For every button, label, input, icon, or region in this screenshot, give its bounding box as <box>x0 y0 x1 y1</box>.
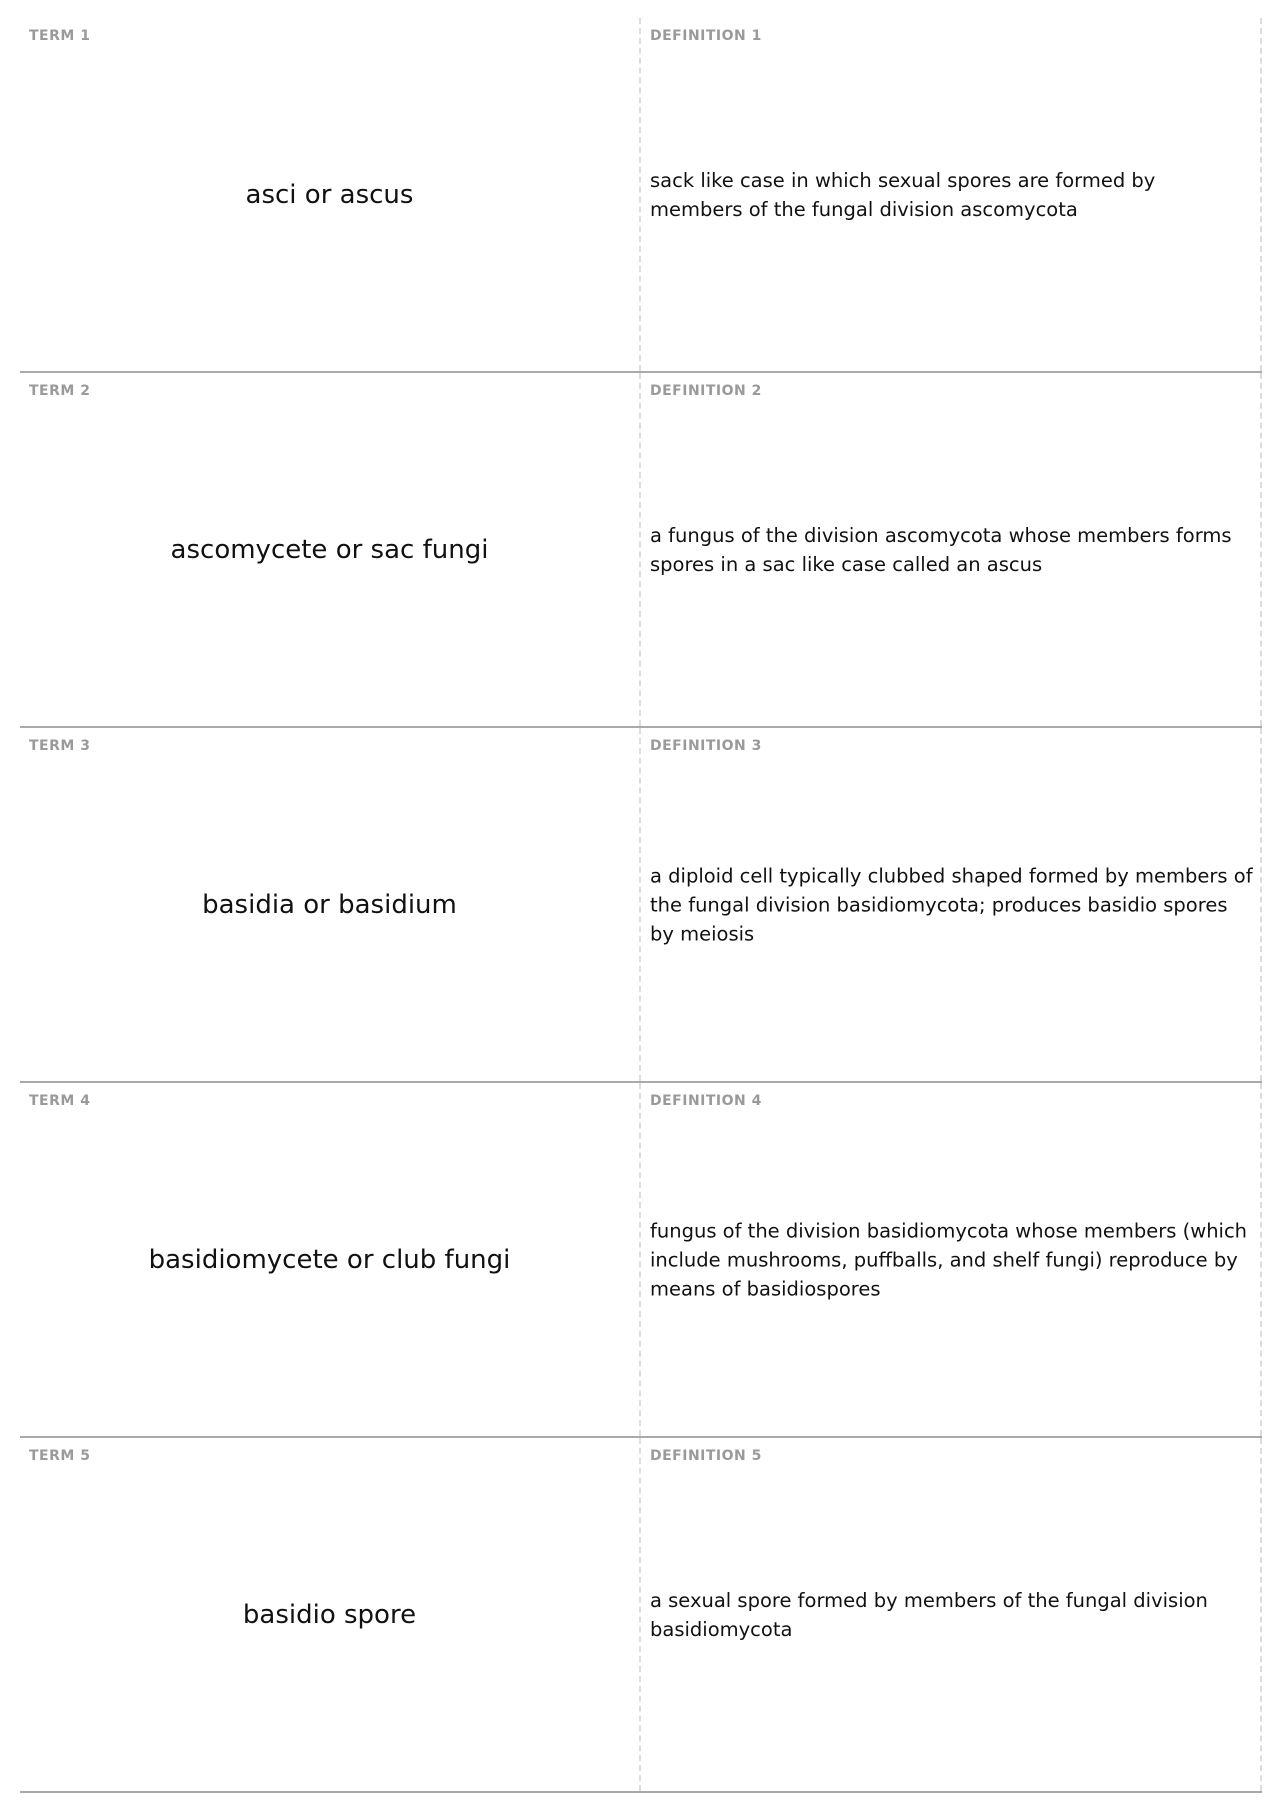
term-label: TERM 3 <box>29 738 91 754</box>
definition-label: DEFINITION 1 <box>650 28 762 44</box>
flashcard-row-3 <box>20 728 1262 1083</box>
term-label: TERM 1 <box>29 28 91 44</box>
definition-cell <box>641 1083 1262 1436</box>
term-text: basidio spore <box>242 1599 417 1630</box>
flashcard-row-4 <box>20 1083 1262 1438</box>
term-cell <box>20 1083 641 1436</box>
definition-label: DEFINITION 4 <box>650 1093 762 1109</box>
term-cell <box>20 18 641 371</box>
term-cell <box>20 728 641 1081</box>
definition-cell <box>641 373 1262 726</box>
term-text: basidiomycete or club fungi <box>148 1244 511 1275</box>
definition-cell <box>641 18 1262 371</box>
flashcard-row-5 <box>20 1438 1262 1793</box>
term-cell <box>20 1438 641 1791</box>
definition-text: a diploid cell typically clubbed shaped formed by members of the fungal division basidiomycota; produces basidio spores by meiosis <box>650 864 1253 945</box>
flashcard-row-1 <box>20 18 1262 373</box>
definition-text: fungus of the division basidiomycota whose members (which include mushrooms, puffballs, and shelf fungi) reproduce by means of basidiospores <box>650 1219 1248 1300</box>
definition-label: DEFINITION 2 <box>650 383 762 399</box>
definition-cell <box>641 728 1262 1081</box>
definition-text: a fungus of the division ascomycota whose members forms spores in a sac like case called an ascus <box>650 523 1232 576</box>
definition-cell <box>641 1438 1262 1791</box>
definition-label: DEFINITION 5 <box>650 1448 762 1464</box>
definition-text: a sexual spore formed by members of the fungal division basidiomycota <box>650 1588 1208 1641</box>
flashcard-sheet <box>20 18 1262 1793</box>
term-cell <box>20 373 641 726</box>
term-label: TERM 4 <box>29 1093 91 1109</box>
term-text: basidia or basidium <box>202 889 457 920</box>
term-label: TERM 2 <box>29 383 91 399</box>
definition-label: DEFINITION 3 <box>650 738 762 754</box>
term-label: TERM 5 <box>29 1448 91 1464</box>
term-text: asci or ascus <box>245 179 414 210</box>
term-text: ascomycete or sac fungi <box>170 534 489 565</box>
flashcard-row-2 <box>20 373 1262 728</box>
definition-text: sack like case in which sexual spores are formed by members of the fungal division ascomycota <box>650 168 1156 221</box>
